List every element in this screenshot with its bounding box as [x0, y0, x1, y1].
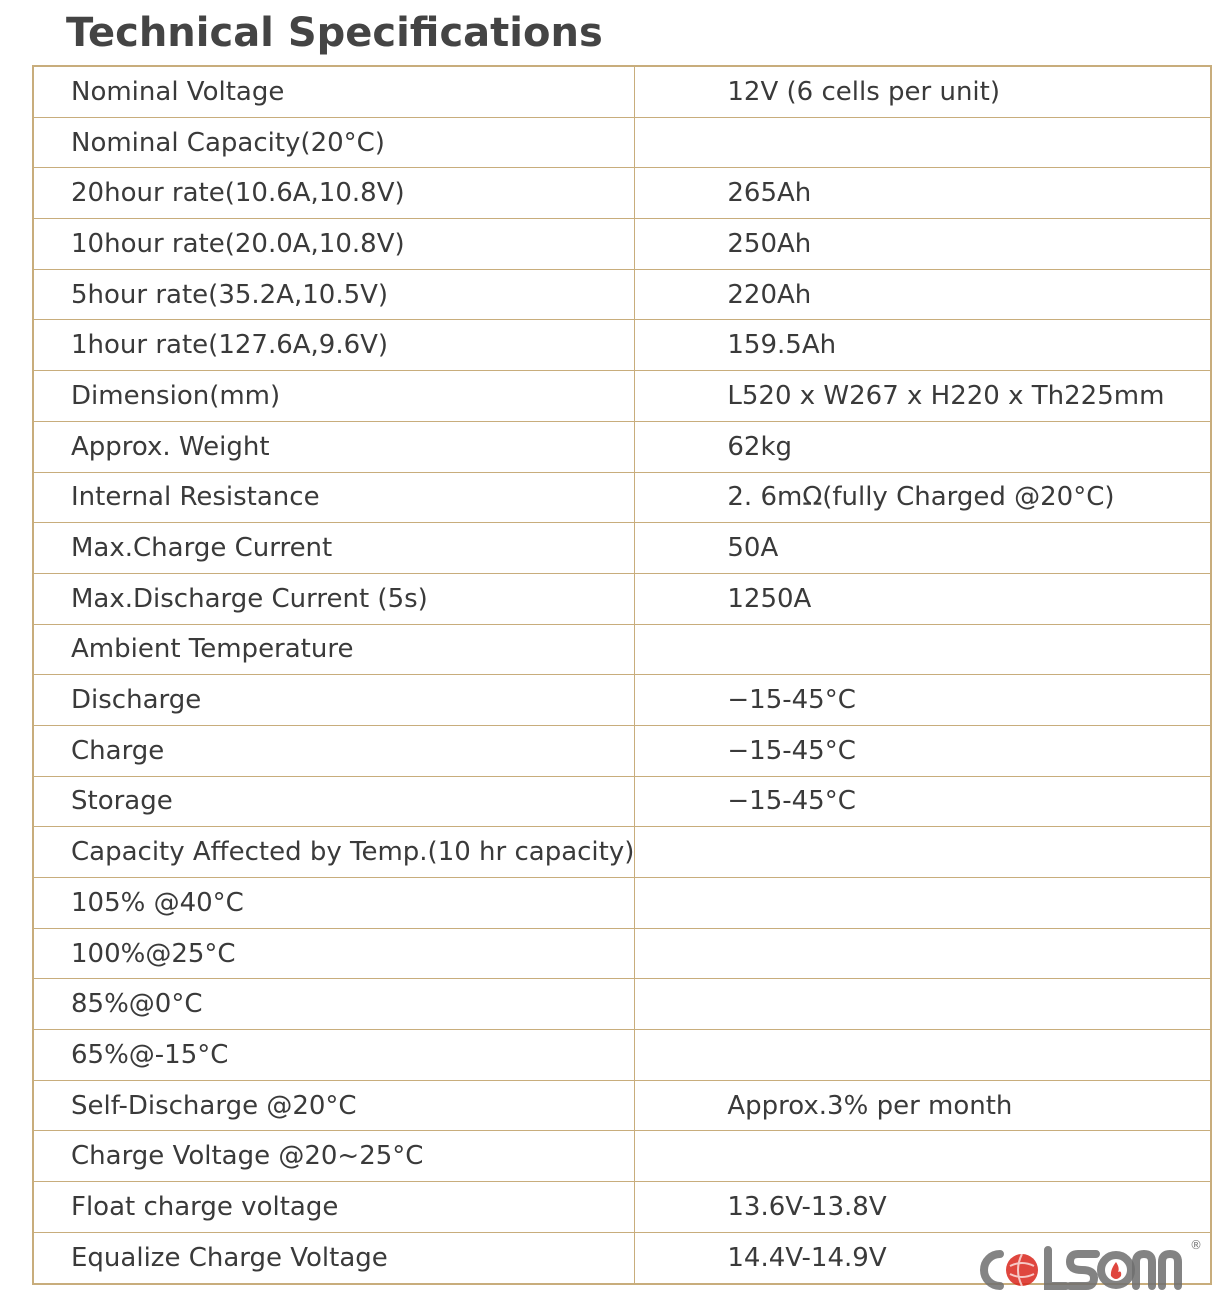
- spec-value: 265Ah: [635, 168, 1211, 219]
- spec-value: 50A: [635, 523, 1211, 574]
- spec-label: Charge: [33, 725, 635, 776]
- spec-value: [635, 117, 1211, 168]
- spec-value: −15-45°C: [635, 725, 1211, 776]
- spec-label: Dimension(mm): [33, 371, 635, 422]
- spec-label: Float charge voltage: [33, 1182, 635, 1233]
- table-row: [33, 66, 1211, 117]
- spec-value: Approx.3% per month: [635, 1080, 1211, 1131]
- table-row: [33, 725, 1211, 776]
- spec-label: Ambient Temperature: [33, 624, 635, 675]
- table-row: [33, 523, 1211, 574]
- table-row: [33, 421, 1211, 472]
- table-row: [33, 269, 1211, 320]
- registered-mark: ®: [1190, 1238, 1202, 1252]
- table-row: [33, 827, 1211, 878]
- spec-label: 20hour rate(10.6A,10.8V): [33, 168, 635, 219]
- spec-value: 159.5Ah: [635, 320, 1211, 371]
- spec-value: L520 x W267 x H220 x Th225mm: [635, 371, 1211, 422]
- table-row: [33, 320, 1211, 371]
- spec-label: Nominal Capacity(20°C): [33, 117, 635, 168]
- spec-value: 12V (6 cells per unit): [727, 76, 1000, 107]
- page-title: Technical Specifications: [66, 10, 603, 56]
- spec-table: [32, 65, 1212, 1285]
- spec-label: Equalize Charge Voltage: [33, 1232, 635, 1283]
- spec-value: 62kg: [635, 421, 1211, 472]
- spec-label: 100%@25°C: [33, 928, 635, 979]
- spec-label: Internal Resistance: [33, 472, 635, 523]
- colsonn-logo: [970, 1242, 1205, 1294]
- spec-label: Capacity Affected by Temp.(10 hr capacity): [33, 827, 635, 878]
- table-row: [33, 472, 1211, 523]
- spec-label: 65%@-15°C: [33, 1030, 635, 1081]
- table-row: [33, 1182, 1211, 1233]
- spec-label: Storage: [33, 776, 635, 827]
- spec-value: [635, 878, 1211, 929]
- spec-label: 10hour rate(20.0A,10.8V): [33, 219, 635, 270]
- spec-label: 105% @40°C: [33, 878, 635, 929]
- spec-value: −15-45°C: [635, 776, 1211, 827]
- spec-value: 13.6V-13.8V: [635, 1182, 1211, 1233]
- spec-value: [635, 1131, 1211, 1182]
- spec-label: Discharge: [33, 675, 635, 726]
- table-row: [33, 117, 1211, 168]
- spec-label: Max.Charge Current: [33, 523, 635, 574]
- table-row: [33, 1080, 1211, 1131]
- spec-value: 250Ah: [635, 219, 1211, 270]
- table-row: [33, 219, 1211, 270]
- table-row: [33, 675, 1211, 726]
- spec-value: 2. 6mΩ(fully Charged @20°C): [635, 472, 1211, 523]
- table-row: [33, 878, 1211, 929]
- spec-label: Charge Voltage @20~25°C: [33, 1131, 635, 1182]
- spec-value: [635, 1030, 1211, 1081]
- table-row: [33, 371, 1211, 422]
- spec-value: −15-45°C: [635, 675, 1211, 726]
- spec-label: Max.Discharge Current (5s): [33, 573, 635, 624]
- table-row: [33, 979, 1211, 1030]
- spec-label: Self-Discharge @20°C: [33, 1080, 635, 1131]
- spec-label: 85%@0°C: [33, 979, 635, 1030]
- table-row: [33, 928, 1211, 979]
- table-row: [33, 168, 1211, 219]
- spec-value: [635, 624, 1211, 675]
- spec-value: [635, 827, 1211, 878]
- table-row: [33, 573, 1211, 624]
- spec-label: Approx. Weight: [33, 421, 635, 472]
- table-row: [33, 624, 1211, 675]
- table-row: [33, 776, 1211, 827]
- spec-label: Nominal Voltage: [33, 66, 635, 117]
- table-row: [33, 1030, 1211, 1081]
- spec-value: [635, 928, 1211, 979]
- spec-label: 1hour rate(127.6A,9.6V): [33, 320, 635, 371]
- spec-value: 14.4V-14.9V: [635, 1232, 1211, 1283]
- spec-label: 5hour rate(35.2A,10.5V): [33, 269, 635, 320]
- spec-value: 1250A: [635, 573, 1211, 624]
- spec-value: 220Ah: [635, 269, 1211, 320]
- table-row: [33, 1131, 1211, 1182]
- spec-value: [635, 979, 1211, 1030]
